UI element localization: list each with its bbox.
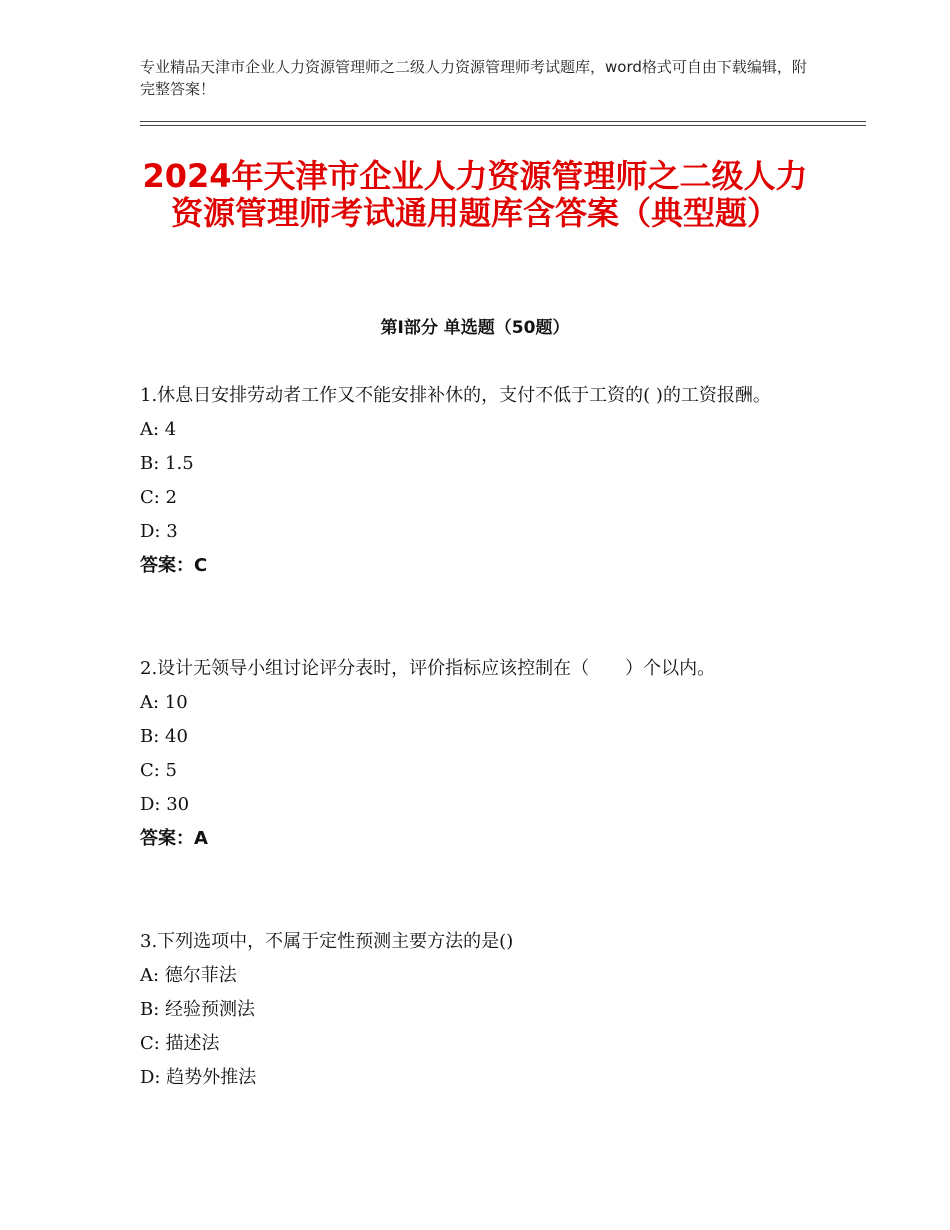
question-3: [140, 925, 810, 1095]
question-2: [140, 652, 810, 856]
question-text: 2.设计无领导小组讨论评分表时，评价指标应该控制在（ ）个以内。: [140, 658, 716, 679]
option-d: D: 30: [140, 794, 190, 815]
answer-label: 答案：A: [140, 828, 208, 849]
option-a: A: 德尔菲法: [140, 965, 237, 986]
option-b: B: 1.5: [140, 453, 194, 474]
option-d: D: 趋势外推法: [140, 1067, 257, 1088]
option-c: C: 5: [140, 760, 178, 781]
document-title: 2024年天津市企业人力资源管理师之二级人力资源管理师考试通用题库含答案（典型题）: [142, 157, 808, 232]
header-divider-top: [140, 121, 866, 122]
question-1: [140, 379, 810, 583]
option-c: C: 描述法: [140, 1033, 220, 1054]
option-b: B: 40: [140, 726, 188, 747]
answer-label: 答案：C: [140, 555, 208, 576]
question-text: 1.休息日安排劳动者工作又不能安排补休的，支付不低于工资的( )的工资报酬。: [140, 385, 771, 406]
header-note: 专业精品天津市企业人力资源管理师之二级人力资源管理师考试题库，word格式可自由下载编辑，附完整答案！: [140, 58, 807, 98]
option-c: C: 2: [140, 487, 178, 508]
header-divider-bottom: [140, 125, 866, 126]
option-a: A: 4: [140, 419, 177, 440]
question-text: 3.下列选项中，不属于定性预测主要方法的是(): [140, 931, 514, 952]
option-d: D: 3: [140, 521, 178, 542]
section-title: 第Ⅰ部分 单选题（50题）: [380, 318, 570, 338]
option-b: B: 经验预测法: [140, 999, 256, 1020]
option-a: A: 10: [140, 692, 188, 713]
